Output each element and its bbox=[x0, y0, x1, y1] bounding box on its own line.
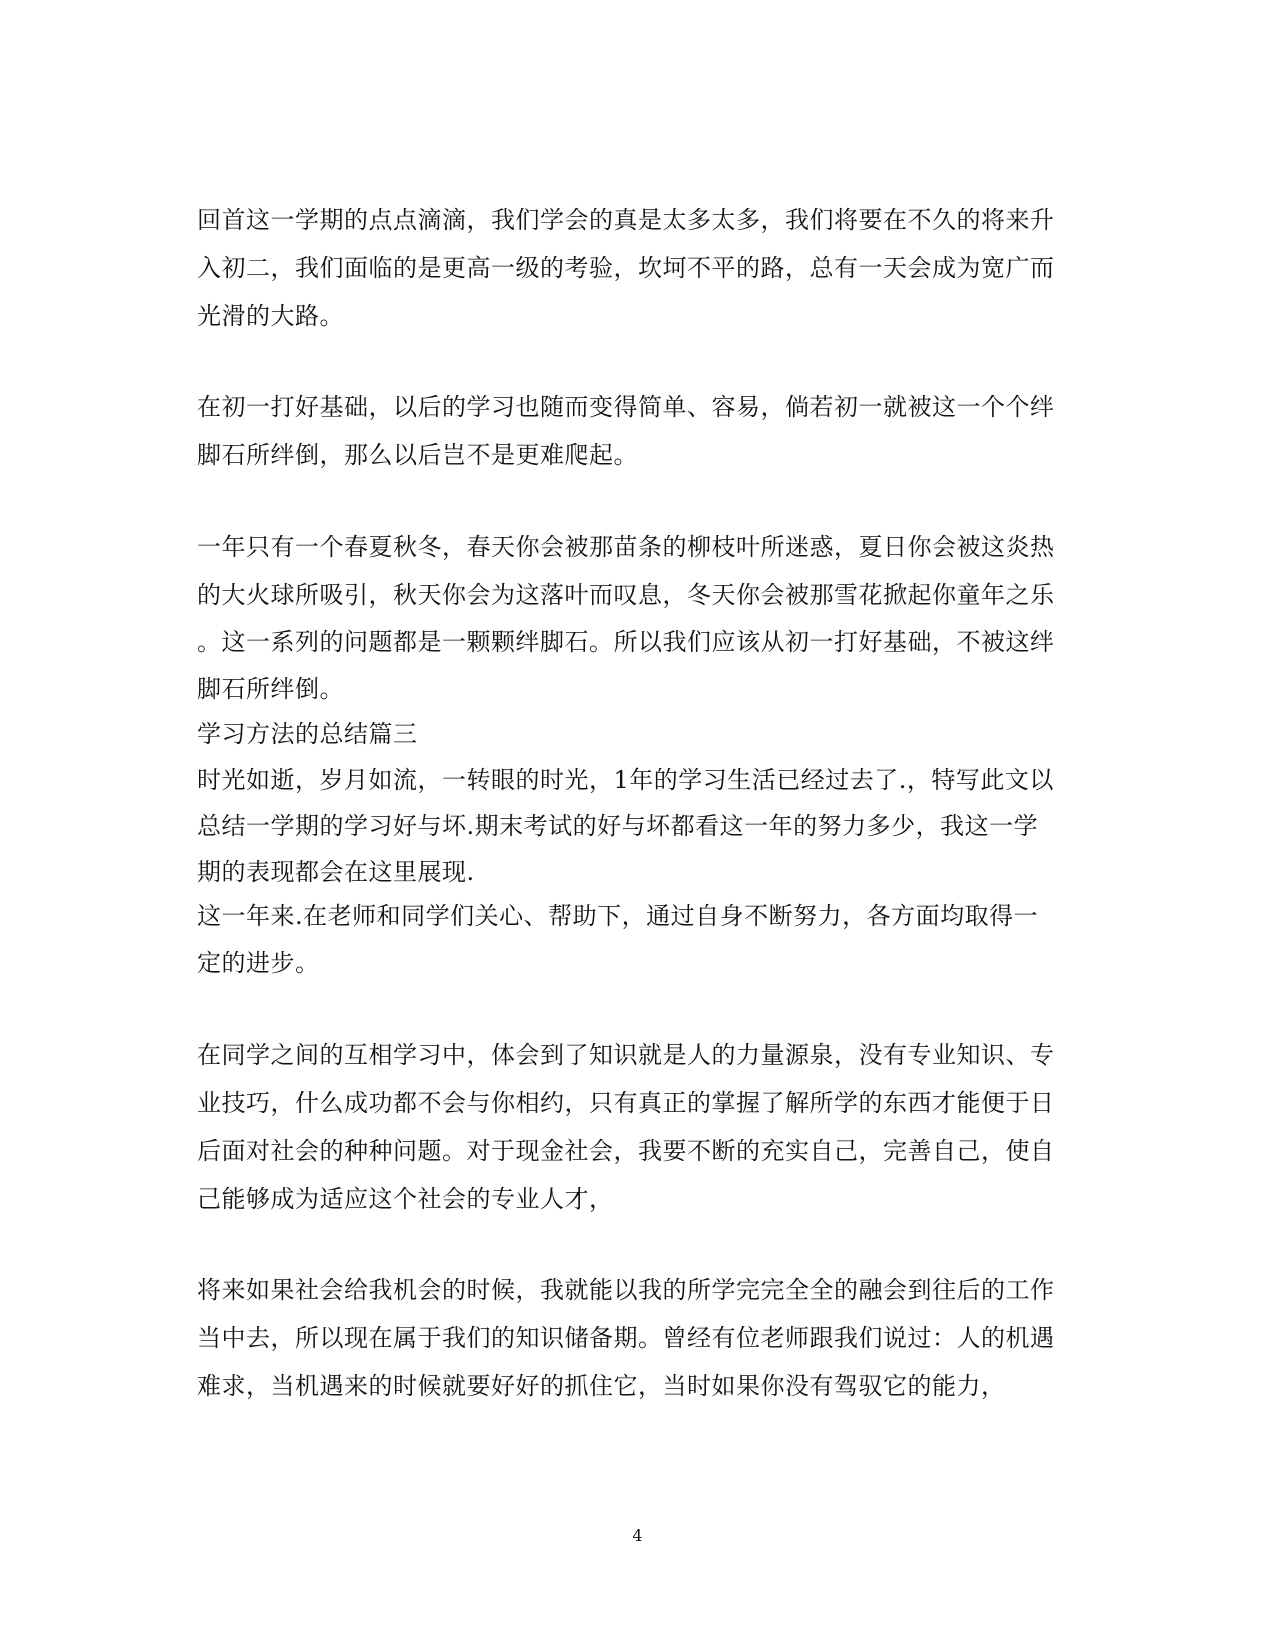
text-line: 后面对社会的种种问题。对于现金社会，我要不断的充实自己，完善自己，使自 bbox=[197, 1137, 1055, 1165]
text-line: 脚石所绊倒。 bbox=[197, 675, 344, 703]
text-line: 脚石所绊倒，那么以后岂不是更难爬起。 bbox=[197, 441, 638, 469]
text-line: 在同学之间的互相学习中，体会到了知识就是人的力量源泉，没有专业知识、专 bbox=[197, 1041, 1055, 1069]
text-line: 期的表现都会在这里展现. bbox=[197, 858, 475, 886]
text-line: 总结一学期的学习好与坏.期末考试的好与坏都看这一年的努力多少，我这一学 bbox=[197, 812, 1039, 840]
text-line: 一年只有一个春夏秋冬，春天你会被那苗条的柳枝叶所迷惑，夏日你会被这炎热 bbox=[197, 533, 1055, 561]
text-line: 难求，当机遇来的时候就要好好的抓住它，当时如果你没有驾驭它的能力， bbox=[197, 1372, 1006, 1400]
text-line: 的大火球所吸引，秋天你会为这落叶而叹息，冬天你会被那雪花掀起你童年之乐 bbox=[197, 581, 1055, 609]
section-heading: 学习方法的总结篇三 bbox=[197, 720, 418, 748]
text-line: 这一年来.在老师和同学们关心、帮助下，通过自身不断努力，各方面均取得一 bbox=[197, 902, 1039, 930]
text-line: 业技巧，什么成功都不会与你相约，只有真正的掌握了解所学的东西才能便于日 bbox=[197, 1089, 1055, 1117]
text-line: 入初二，我们面临的是更高一级的考验，坎坷不平的路，总有一天会成为宽广而 bbox=[197, 254, 1055, 282]
text-line: 当中去，所以现在属于我们的知识储备期。曾经有位老师跟我们说过：人的机遇 bbox=[197, 1324, 1055, 1352]
text-line: 时光如逝，岁月如流，一转眼的时光，1年的学习生活已经过去了.，特写此文以 bbox=[197, 766, 1054, 794]
text-line: 光滑的大路。 bbox=[197, 302, 344, 330]
text-line: 己能够成为适应这个社会的专业人才， bbox=[197, 1185, 614, 1213]
page-number: 4 bbox=[632, 1526, 643, 1545]
text-line: 。这一系列的问题都是一颗颗绊脚石。所以我们应该从初一打好基础，不被这绊 bbox=[197, 628, 1055, 656]
text-line: 将来如果社会给我机会的时候，我就能以我的所学完完全全的融会到往后的工作 bbox=[197, 1276, 1055, 1304]
text-line: 回首这一学期的点点滴滴，我们学会的真是太多太多，我们将要在不久的将来升 bbox=[197, 206, 1055, 234]
text-line: 定的进步。 bbox=[197, 949, 320, 977]
text-line: 在初一打好基础，以后的学习也随而变得简单、容易，倘若初一就被这一个个绊 bbox=[197, 393, 1055, 421]
